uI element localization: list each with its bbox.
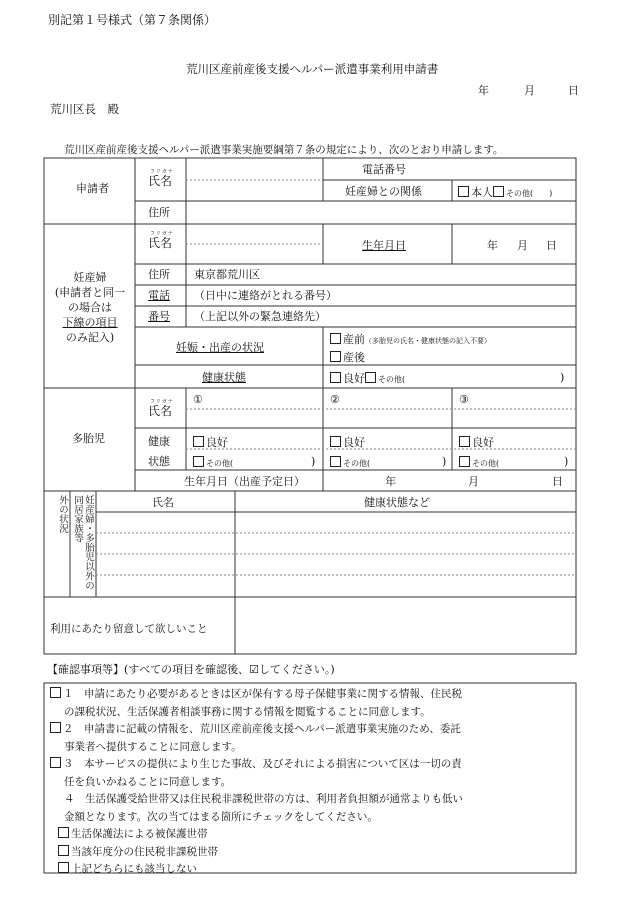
expectant-health-options: 良好 その他( [330,372,405,384]
applicant-relation-options [458,186,552,198]
expectant-health-close: ) [560,371,565,384]
multiple-3-good: 良好 [459,436,494,448]
family-name-fields[interactable] [97,513,234,596]
expectant-number-note: （上記以外の緊急連絡先） [194,310,326,323]
applicant-furigana-field[interactable] [186,159,322,179]
applicant-phone-label: 電話番号 [362,163,406,176]
applicant-relation-label: 妊産婦との関係 [345,185,422,198]
applicant-address-field[interactable] [186,202,575,223]
relation-other-label: その他( ) [506,189,553,198]
option-2-checkbox[interactable] [58,845,69,856]
confirm-3-checkbox[interactable] [50,757,61,768]
date-month: 月 [524,84,535,97]
relation-self-checkbox[interactable] [458,186,469,197]
multiple-1-close: ) [311,455,316,468]
pregnancy-pre-note: （多胎児の氏名・健康状態の記入不要） [365,337,491,345]
multiples-name-label: 氏名 [148,404,173,418]
applicant-name-label: 氏名 [148,174,173,188]
multiples-birth-label: 生年月日（出産予定日） [184,475,305,488]
confirm-item-1: １ 申請にあたり必要があるときは区が保有する母子保健事業に関する情報、住民税 [50,686,572,704]
confirm-2-checkbox[interactable] [50,722,61,733]
confirm-list: １ 申請にあたり必要があるときは区が保有する母子保健事業に関する情報、住民税 の課税状況、生活保護者相談事務に関する情報を閲覧することに同意します。 ２ 申請書に記載の情報を、荒川区産前産後支援ヘルパー派遣事業実施のため、委託 事業者へ提供することに同意します。 ３ 本サービスの提供により生じた事故、及びそれによる損害について区は一切の責 任を負いかねることに同意します。 ４ 生活保護受給世帯又は住民税非課税世帯の方は、利用者負担額が通常よりも低い 金額となります。次の当てはまる箇所にチェックをしてください。 生活保護法による被保護世帯 当該年度分の住民税非課税世帯 上記どちらにも該当しない [50,686,572,879]
confirm-item-3: ３ 本サービスの提供により生じた事故、及びそれによる損害について区は一切の責 [50,756,572,774]
multiples-birth-month: 月 [468,475,479,488]
multiple-2-other: その他( [330,456,370,468]
multiple-2-other-checkbox[interactable] [330,456,341,467]
multiple-3-marker: ③ [459,393,469,406]
applicant-phone-field[interactable] [453,159,575,179]
multiple-1-other: その他( [193,456,233,468]
expectant-section-label: 妊産婦 (申請者と同一 の場合は 下線の項目 のみ記入) [54,271,126,344]
expectant-name-field[interactable] [187,245,322,263]
multiples-health-label-2: 状態 [148,455,170,468]
health-good-checkbox[interactable] [330,372,341,383]
relation-self-label: 本人 [471,186,493,199]
multiple-1-good: 良好 [193,436,228,448]
expectant-furigana: フリガナ [150,231,174,237]
multiple-2-close: ) [442,455,447,468]
notes-field[interactable] [236,598,575,653]
multiple-1-other-checkbox[interactable] [193,456,204,467]
confirm-option-1: 生活保護法による被保護世帯 [50,826,572,844]
multiple-2-good-checkbox[interactable] [330,436,341,447]
family-side-label-a: 外の状況 [57,495,68,533]
family-col-name: 氏名 [152,496,174,509]
multiple-2-good: 良好 [330,436,365,448]
multiples-furigana: フリガナ [150,399,174,405]
applicant-name-field[interactable] [186,181,322,200]
multiple-3-other-checkbox[interactable] [459,456,470,467]
family-health-fields[interactable] [236,513,575,596]
expectant-birth-label: 生年月日 [362,239,406,252]
pregnancy-status-label: 妊娠・出産の状況 [176,341,264,354]
confirm-item-2: ２ 申請書に記載の情報を、荒川区産前産後支援ヘルパー派遣事業実施のため、委託 [50,721,572,739]
pregnancy-pre-option: 産前（多胎児の氏名・健康状態の記入不要） [330,333,491,345]
form-number: 別記第１号様式（第７条関係） [48,13,217,27]
date-day: 日 [568,84,579,97]
pregnancy-post-option: 産後 [330,351,365,363]
addressee: 荒川区長 殿 [50,102,119,116]
multiples-section-label: 多胎児 [72,432,105,445]
expectant-address-label: 住所 [148,268,170,281]
multiple-1-good-checkbox[interactable] [193,436,204,447]
multiple-3-close: ) [564,455,569,468]
expectant-name-label: 氏名 [148,236,173,250]
confirm-item-4: ４ 生活保護受給世帯又は住民税非課税世帯の方は、利用者負担額が通常よりも低い [64,793,463,805]
applicant-section-label: 申請者 [76,182,109,195]
family-side-label-b: 妊産婦・多胎児以外の同居家族等 [72,495,94,590]
applicant-address-label: 住所 [148,206,170,219]
expectant-address-value[interactable]: 東京都荒川区 [194,268,260,281]
notes-label: 利用にあたり留意して欲しいこと [50,623,208,635]
expectant-tel-label: 電話 [148,289,170,302]
applicant-furigana: フリガナ [150,169,174,175]
expectant-birth-day: 日 [546,239,557,252]
family-col-health: 健康状態など [364,496,430,509]
pregnancy-post-checkbox[interactable] [330,351,341,362]
confirm-option-3: 上記どちらにも該当しない [50,861,572,879]
date-year: 年 [478,84,489,97]
multiples-birth-day: 日 [552,475,563,488]
confirm-1-checkbox[interactable] [50,687,61,698]
multiple-3-good-checkbox[interactable] [459,436,470,447]
option-1-checkbox[interactable] [58,827,69,838]
form-title: 荒川区産前産後支援ヘルパー派遣事業利用申請書 [186,62,439,76]
expectant-tel-note: （日中に連絡がとれる番号） [194,289,337,302]
expectant-birth-month: 月 [517,239,528,252]
health-other-checkbox[interactable] [365,372,376,383]
confirm-option-2: 当該年度分の住民税非課税世帯 [50,844,572,862]
confirm-heading: 【確認事項等】(すべての項目を確認後、☑してください。) [47,663,335,676]
multiple-1-marker: ① [193,393,203,406]
multiple-3-other: その他( [459,456,499,468]
multiple-2-marker: ② [330,393,340,406]
expectant-number-label: 番号 [148,310,170,323]
pregnancy-pre-checkbox[interactable] [330,333,341,344]
expectant-birth-year: 年 [487,239,498,252]
intro-text: 荒川区産前産後支援ヘルパー派遣事業実施要綱第７条の規定により、次のとおり申請します。 [64,144,504,156]
expectant-health-label: 健康状態 [202,371,246,384]
relation-other-checkbox[interactable] [493,186,504,197]
option-3-checkbox[interactable] [58,862,69,873]
multiples-birth-year: 年 [385,475,396,488]
multiples-health-label-1: 健康 [148,435,170,448]
